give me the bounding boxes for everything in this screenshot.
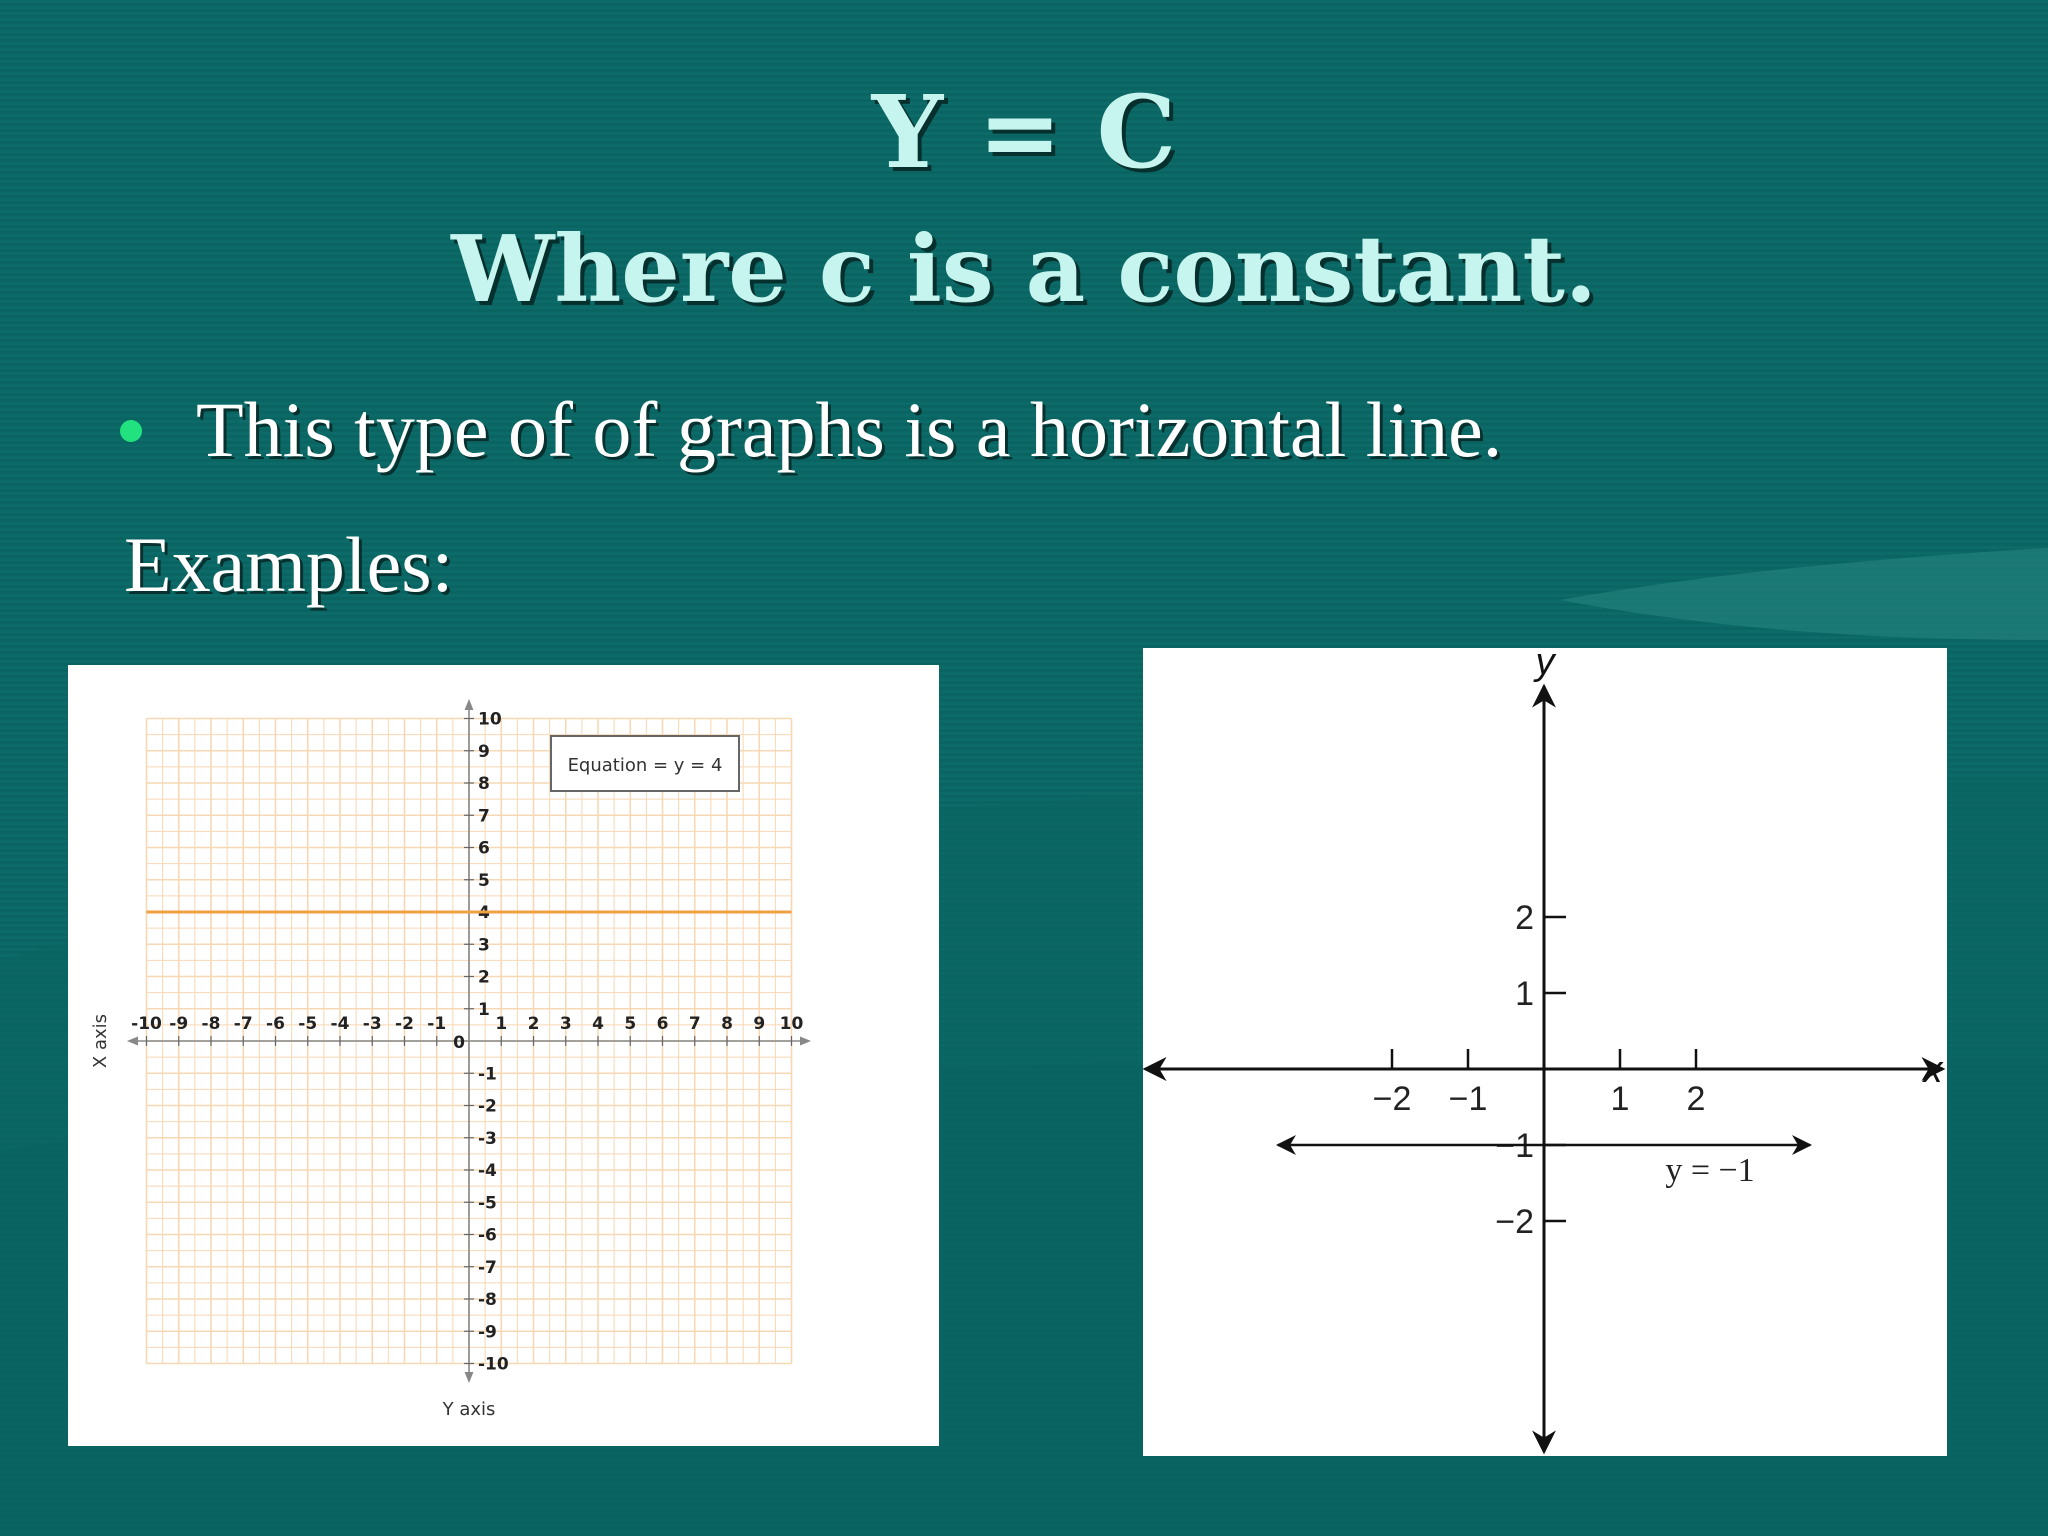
x-tick-label: −2 (1372, 1080, 1412, 1118)
y-tick-label: 2 (478, 967, 490, 988)
x-tick-label: -7 (233, 1014, 253, 1034)
y-tick-label: 7 (478, 806, 490, 827)
x-tick-label: 5 (624, 1014, 637, 1034)
origin-label: 0 (453, 1033, 465, 1053)
y-tick-label: -6 (478, 1225, 497, 1246)
y-tick-label: 3 (478, 935, 490, 956)
y-tick-label: 1 (478, 999, 490, 1020)
x-axis-title: Y axis (442, 1399, 496, 1420)
y-tick-label: −2 (1495, 1203, 1534, 1241)
x-tick-label: -5 (298, 1014, 318, 1034)
x-tick-label: -6 (266, 1014, 285, 1034)
y-axis-title: X axis (90, 1013, 111, 1069)
y-tick-label: -5 (478, 1193, 497, 1214)
y-tick-label: 5 (478, 870, 490, 891)
x-tick-label: -4 (330, 1014, 350, 1034)
y-tick-label: 6 (478, 838, 490, 859)
y-tick-label: 9 (478, 741, 490, 762)
line-annotation: y = −1 (1665, 1152, 1755, 1189)
x-tick-label: 2 (1686, 1080, 1706, 1118)
chart-right-panel (1143, 648, 1947, 1456)
x-tick-label: 1 (495, 1014, 508, 1034)
y-tick-label: -7 (478, 1257, 497, 1278)
y-tick-label: -2 (478, 1096, 497, 1117)
y-tick-label: -4 (478, 1161, 497, 1181)
y-axis-title: y (1535, 648, 1555, 683)
chart-y-equals-4 (68, 665, 939, 1446)
y-tick-label: −1 (1495, 1127, 1534, 1165)
bullet-item (120, 380, 1502, 480)
y-tick-label: 2 (1515, 899, 1534, 937)
x-tick-label: 2 (527, 1014, 540, 1034)
examples-label: Examples: (124, 521, 454, 608)
chart-y-equals-minus-1 (1143, 648, 1947, 1456)
slide-subtitle: Where c is a constant. (451, 215, 1597, 323)
x-axis-title: x (1923, 1049, 1943, 1091)
chart-left-panel (68, 665, 939, 1446)
legend-text: Equation = y = 4 (567, 755, 723, 776)
x-tick-label: 4 (592, 1014, 604, 1034)
x-tick-label: -2 (395, 1014, 414, 1034)
x-tick-label: 9 (753, 1014, 766, 1034)
x-tick-label: -8 (201, 1014, 221, 1034)
x-tick-label: 1 (1610, 1080, 1630, 1118)
x-tick-label: 6 (656, 1014, 669, 1034)
x-tick-label: 7 (688, 1014, 701, 1034)
x-tick-label: -1 (427, 1014, 447, 1034)
x-tick-label: -10 (131, 1014, 162, 1034)
x-tick-label: −1 (1448, 1080, 1488, 1118)
y-tick-label: -1 (478, 1064, 497, 1085)
y-tick-label: 1 (1515, 975, 1534, 1013)
x-tick-label: 8 (721, 1014, 733, 1034)
slide-title: Y = C (871, 73, 1177, 191)
y-tick-label: 8 (478, 774, 490, 794)
x-tick-label: 3 (559, 1014, 572, 1034)
y-tick-label: -8 (478, 1290, 497, 1310)
x-tick-label: -3 (362, 1014, 382, 1034)
y-tick-label: 10 (478, 709, 502, 730)
bullet-dot-icon (120, 420, 142, 442)
y-tick-label: -9 (478, 1322, 497, 1343)
y-tick-label: -3 (478, 1128, 497, 1149)
x-tick-label: -9 (169, 1014, 189, 1034)
y-tick-label: -10 (478, 1354, 509, 1375)
bullet-text: This type of of graphs is a horizontal line. (196, 386, 1503, 473)
y-tick-label: 4 (478, 903, 490, 923)
x-tick-label: 10 (779, 1014, 804, 1034)
